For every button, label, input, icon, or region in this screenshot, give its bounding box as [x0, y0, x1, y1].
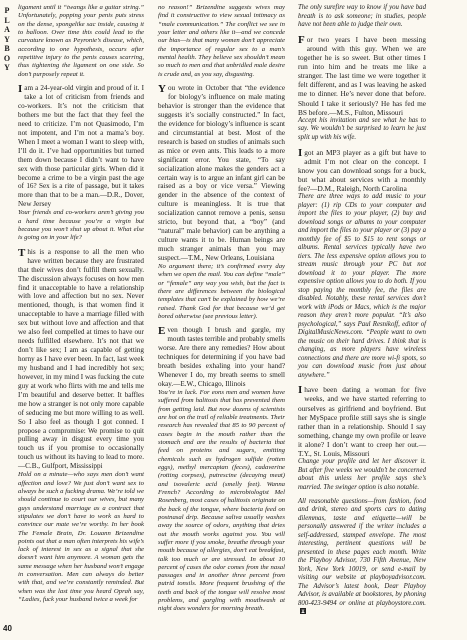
answer-text: You’re in luck. For eons men and women have suffered from halitosis that has prevented them from getting laid. But now dozens of scientists are hot on the trail of reliable treatments. Their research has revealed that 85 to 90 percent of cases begin in the mouth rather than the stomach and are the results of bacteria that feed on proteins and sugars, emitting chemicals such as hydrogen sulfide (rotten eggs), methyl mercaptan (feces), cadaverine (rotting corpses), putrescine (decaying meat) and isovaleric acid (smelly feet). Wanna French? According to microbiologist Mel Rosenberg, most cases of halitosis originate on the back of the tongue, where bacteria feed on postnasal drip. Because saliva usually washes away the source of odors, anything that dries out the mouth works against you. You will suffer more if you smoke, breathe through your mouth because of allergies, don’t eat breakfast, talk too much or are stressed. In about 10 percent of cases the odor comes from the nasal passages and in another three percent from putrid tonsils. More frequent brushing of the teeth and back of the tongue will resolve most problems, and gargling with mouthwash at night does wonders for morning breath.: [158, 388, 285, 613]
answer-text: There are three ways to add music to your player: (1) rip CDs to your computer and import the files to your player, (2) buy and download songs or albums to your computer and import the files to your player or (3) pay a monthly fee of $5 to $15 to rent songs or albums. Rental services typically have two tiers. The less expensive option allows you to stream music through your PC but not download it to your player. The more expensive option allows you to do both. If you stop paying the monthly fee, the files are disabled. Notably, these rental services don’t work with iPods or Macs, which is the major reason they aren’t more popular. “It’s also psychological,” says Paul Resnikoff, editor of DigitalMusicNews.com. “People want to own the music on their hard drives. I think that is changing, as more players have wireless connections and there are more wi-fi spots, so you can download music from just about anywhere.”: [298, 193, 426, 379]
sidebar-letter: P: [4, 6, 10, 15]
drop-cap: I: [298, 146, 303, 159]
advisor-footer: [298, 498, 426, 617]
drop-cap: T: [18, 246, 26, 259]
answer-text: no reason!” Brizendine suggests wives may find it constructive to view sexual intimacy as “male communication.” The conflict we see in your letter and others like it—and we concede our bias—is that many women don’t appreciate the importance of regular sex to a man’s mental health. They believe sex shouldn’t mean so much to men and that unbridled male desire is crude and, as you say, disgusting.: [158, 4, 285, 78]
footer-text: All reasonable questions—from fashion, food and drink, stereo and sports cars to dating dilemmas, taste and etiquette—will be personally answered if the writer includes a self-addressed, stamped envelope. The most interesting, pertinent questions will be presented in these pages each month. Write the Playboy Advisor, 730 Fifth Avenue, New York, New York 10019, or send e-mail by visiting our website at playboyadvisor.com. The Advisor’s latest book, Dear Playboy Advisor, is available at bookstores, by phoning 800-423-9494 or online at playboystore.com.: [298, 497, 426, 607]
answer-text: Change your profile and let her discover it. But after five weeks we wouldn’t be concerned about this unless her profile says she’s married. The swinger option is also notable.: [298, 458, 426, 491]
sidebar-letter: B: [4, 44, 10, 53]
drop-cap: E: [158, 325, 166, 338]
sidebar-letter: O: [3, 53, 11, 63]
letter-text: or two years I have been messing around with this guy. When we are together he is so sweet. But other times I run into him and he treats me like a stranger. The last time we were together it felt different, and as I was leaving he asked me to dinner. He’s never done that before. Should I take it seriously? He has fed me BS before.—M.S., Fulton, Missouri: [298, 34, 426, 117]
drop-cap: I: [298, 384, 303, 397]
answer-text: The only surefire way to know if you have bad breath is to ask someone; in studies, people have not been able to judge their own.: [298, 4, 426, 28]
sidebar-letter: A: [4, 25, 10, 34]
sidebar-letter: L: [4, 15, 10, 25]
letter: [158, 84, 285, 263]
letter-text: have been dating a woman for five weeks, and we have started referring to ourselves as girlfriend and boyfriend. But her MySpace profile still says she is single rather than in a relationship. Should I say something, change my own profile or leave it alone? I don’t want to creep her out.—T.Y., St. Louis, Missouri: [298, 385, 426, 459]
sidebar-letter: Y: [4, 34, 10, 44]
drop-cap: F: [298, 33, 305, 46]
letter-text: ven though I brush and gargle, my mouth tastes terrible and probably smells worse. Are there any remedies? How about techniques for determining if you have bad breath besides exhaling into your hand? Whenever I do, my breath seems to smell okay.—E.W., Chicago, Illinois: [158, 326, 285, 388]
letter-text: got an MP3 player as a gift but have to admit I’m not clear on the concept. I know you can download songs for a buck, but what about services with a monthly fee?—D.M., Raleigh, North Carolina: [298, 147, 426, 193]
column-3: [298, 4, 426, 617]
page-number: 40: [3, 624, 12, 633]
letter: [158, 326, 285, 389]
letter: [298, 35, 426, 117]
answer-text: ligament until it “twangs like a guitar string.” Unfortunately, popping your penis puts stress on the dense, spongelike sac inside, causing it to balloon. Over time this could lead to the curvature known as Peyronie’s disease, which, according to one hypothesis, occurs after repetitive injury to the penis causes scarring, thus tightening the ligament on one side. So don’t purposely repeat it.: [18, 4, 144, 78]
answer-text: Accept his invitation and see what he has to say. We wouldn’t be surprised to learn he just split up with his wife.: [298, 116, 426, 141]
letter-text: ou wrote in October that “the evidence for biology’s influence on male mating behavior is stronger than the evidence that suggests it’s socially constructed.” In fact, the evidence for biology’s influence is scant and circumstantial at best. Most of the research is based on studies of animals such as mice or even ants. This leads to a more significant error. You state, “To say socialization alone makes the genders act a certain way is to argue an infant girl can be raised as a boy or vice versa.” Viewing gender in the absence of the context of culture is meaningless. It is true that socialization cannot remove a penis, sensu stricto, but beyond that, a “boy” (and “natural” male behavior) can be anything a culture wants it to be. Human beings are much stranger animals than you may suspect.—T.M., New Orleans, Louisiana: [158, 84, 285, 262]
letter: [18, 84, 144, 209]
rabbit-end-icon: [300, 608, 306, 614]
letter: [18, 248, 144, 471]
sidebar-letter: Y: [4, 63, 10, 72]
column-2: [158, 4, 285, 614]
drop-cap: I: [18, 83, 23, 96]
magazine-sidebar: [2, 6, 12, 73]
drop-cap: Y: [158, 83, 166, 96]
letter-text: his is a response to all the men who have written because they are frustrated that their wives don’t fulfill them sexually. The discussion always focuses on how men find it unacceptable to have a relationship with love and affection but no sex. Never mentioned, though, is that women find it unacceptable to have a marriage filled with sex but without love and affection and that we also feel compelled at times to have our needs fulfilled elsewhere. It’s not that we don’t like sex; I am as capable of getting horny as I have ever been. In fact, last week my husband and I had incredibly hot sex; however, in my mind I was fucking the cute guy at work who flirts with me and tells me I’m beautiful and deserve better. It baffles me how a stranger is not only more capable of seducing me but more willing to as well. So I also feel as though I got conned. I propose a compromise: We promise to quit pulling away in disgust every time you touch us if you promise to occasionally touch us without its having to lead to more.—C.B., Gulfport, Mississippi: [18, 247, 144, 471]
answer-text: Your friends and co-workers aren’t giving you a hard time because you’re a virgin but because you won’t shut up about it. What else is going on in your life?: [18, 209, 144, 242]
answer-text: No argument there; it’s confirmed every day when we open the mail. You can define “male” or “female” any way you wish, but the fact is there are differences between the biological templates that can’t be explained by how we’re raised. Thank God for that because we’d get bored otherwise (see previous letter).: [158, 262, 285, 320]
letter-text: am a 24-year-old virgin and proud of it. I take a lot of criticism from friends and co-workers. It’s not the criticism that bothers me but the fact that they feel the need to criticize. I’m not Quasimodo, I’m not impotent, and I’m not a mama’s boy. When I meet a woman I want to sleep with, I’ll do it. I’ve had opportunities but turned them down because I didn’t want to have sex with those particular girls. When did it become a crime to be a virgin past the age of 16? Sex is a rite of passage, but it takes more than that to be a man.—D.R., Dover, New Jersey: [18, 84, 144, 209]
letter: [298, 148, 426, 194]
answer-text: Hold on a minute—who says men don’t want affection and love? We just don’t want sex to always be such a fucking drama. We’re told we should continue to court our wives, but many guys understand marriage as a contract that stipulates we don’t have to work as hard to convince our mate we’re worthy. In her book The Female Brain, Dr. Louann Brizendine points out that a man often interprets his wife’s lack of interest in sex as a signal that she doesn’t want him anymore. A woman gets the same message when her husband won’t engage in conversation. Men can always do better with that, and we’re constantly reminded. But when was the last time you heard Oprah say, “Ladies, fuck your husband twice a week for: [18, 471, 144, 604]
column-1: [18, 4, 144, 604]
letter: [298, 385, 426, 458]
